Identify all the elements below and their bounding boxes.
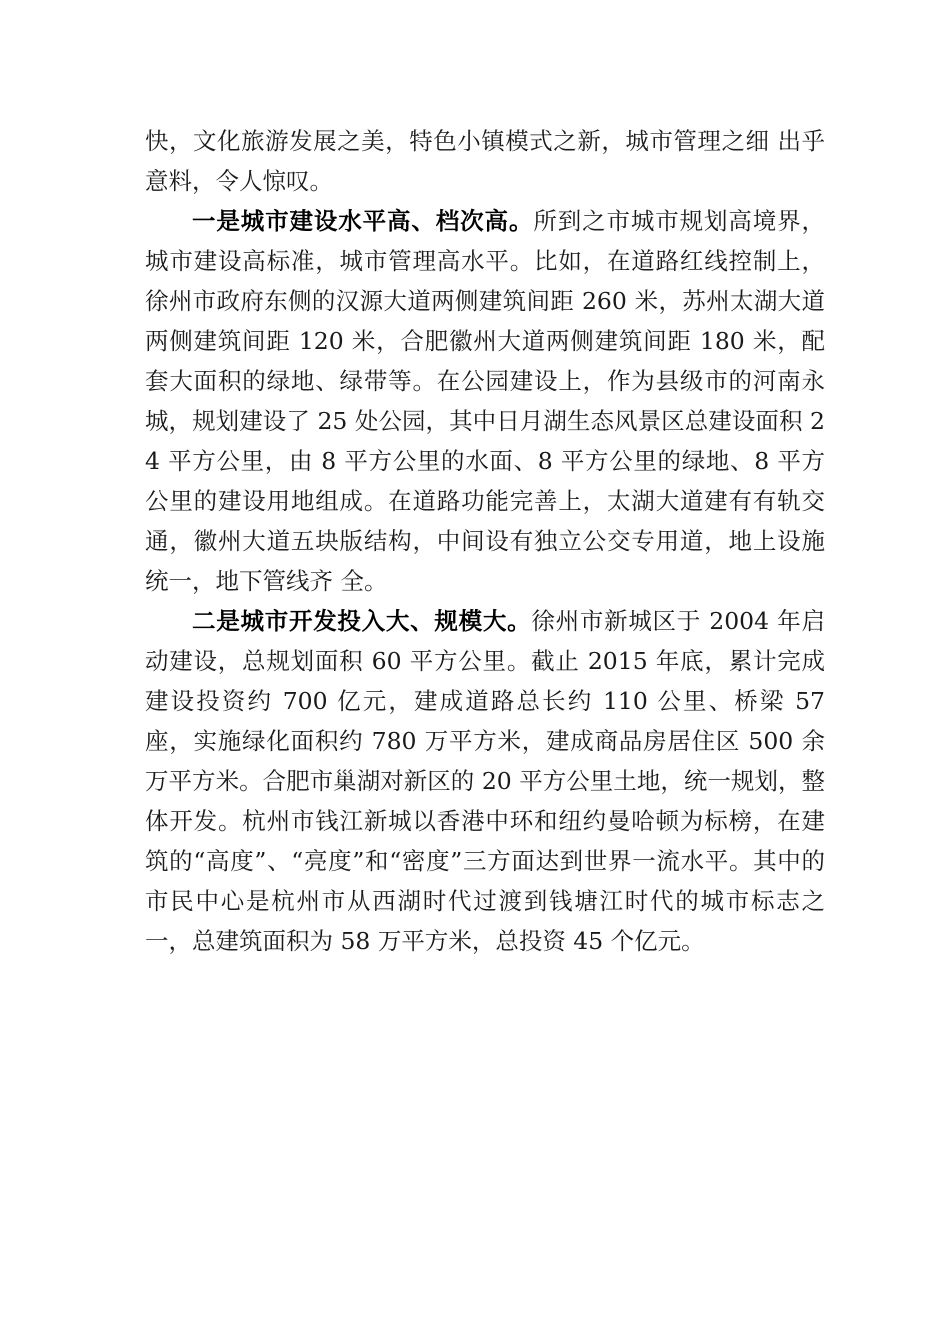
paragraph-lead-heading: 二是城市开发投入大、规模大。 [192, 607, 532, 635]
paragraph-urban-construction [145, 201, 825, 601]
paragraph-continuation [145, 121, 825, 201]
paragraph-text: 快，文化旅游发展之美，特色小镇模式之新，城市管理之细 出乎意料，令人惊叹。 [145, 127, 825, 195]
paragraph-lead-heading: 一是城市建设水平高、档次高。 [192, 207, 534, 235]
paragraph-text: 所到之市城市规划高境界，城市建设高标准，城市管理高水平。比如，在道路红线控制上，徐州市政府东侧的汉源大道两侧建筑间距 260 米，苏州太湖大道两侧建筑间距 120 米，合肥徽州大道两侧建筑间距 180 米，配套大面积的绿地、绿带等。在公园建设上，作为县级市的河南永城，规划建设了 25 处公园，其中日月湖生态风景区总建设面积 24 平方公里，由 8 平方公里的水面、8 平方公里的绿地、8 平方公里的建设用地组成。在道路功能完善上，太湖大道建有有轨交通，徽州大道五块版结构，中间设有独立公交专用道，地上设施统一，地下管线齐 全。 [145, 207, 826, 595]
paragraph-urban-development [145, 601, 825, 961]
document-body [145, 121, 825, 961]
paragraph-text: 徐州市新城区于 2004 年启动建设，总规划面积 60 平方公里。截止 2015 年底，累计完成建设投资约 700 亿元，建成道路总长约 110 公里、桥梁 57 座，实施绿化面积约 780 万平方米，建成商品房居住区 500 余万平方米。合肥市巢湖对新区的 20 平方公里土地，统一规划，整体开发。杭州市钱江新城以香港中环和纽约曼哈顿为标榜，在建筑的“高度”、“亮度”和“密度”三方面达到世界一流水平。其中的市民中心是杭州市从西湖时代过渡到钱塘江时代的城市标志之一，总建筑面积为 58 万平方米，总投资 45 个亿元。 [145, 607, 826, 955]
